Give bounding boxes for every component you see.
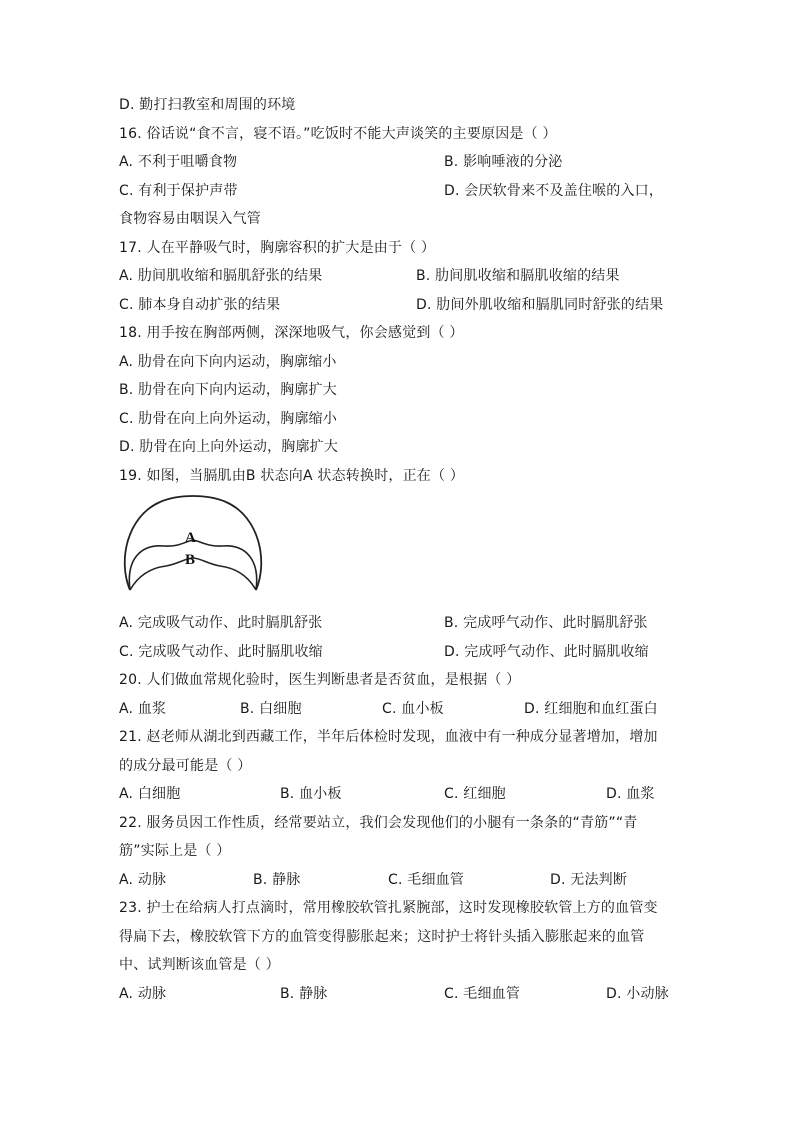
- q20-stem: 20. 人们做血常规化验时，医生判断患者是否贫血，是根据（ ）: [119, 672, 521, 688]
- q23-option-c: C. 毛细血管: [444, 986, 521, 1002]
- q19-stem: 19. 如图，当膈肌由B 状态向A 状态转换时，正在（ ）: [119, 468, 465, 484]
- q20-option-a: A. 血浆: [119, 701, 167, 717]
- q23-stem: 23. 护士在给病人打点滴时，常用橡胶软管扎紧腕部，这时发现橡胶软管上方的血管变: [119, 900, 658, 916]
- q22-option-b: B. 静脉: [253, 872, 301, 888]
- q19-option-b: B. 完成呼气动作、此时膈肌舒张: [444, 615, 648, 631]
- q19-option-c: C. 完成吸气动作、此时膈肌收缩: [119, 644, 323, 660]
- q21-stem-continued: 的成分最可能是（ ）: [119, 758, 252, 774]
- q17-stem: 17. 人在平静吸气时，胸廓容积的扩大是由于（ ）: [119, 240, 436, 256]
- q16-stem: 16. 俗话说“食不言，寝不语。”吃饭时不能大声谈笑的主要原因是（ ）: [119, 126, 557, 142]
- q20-option-d: D. 红细胞和血红蛋白: [524, 701, 658, 717]
- q17-option-c: C. 肺本身自动扩张的结果: [119, 297, 281, 313]
- label-a: A: [185, 530, 196, 546]
- q23-option-b: B. 静脉: [280, 986, 328, 1002]
- diaphragm-diagram: [118, 492, 268, 600]
- q20-option-b: B. 白细胞: [240, 701, 302, 717]
- q20-option-c: C. 血小板: [382, 701, 444, 717]
- q21-option-d: D. 血浆: [606, 786, 655, 802]
- q21-stem: 21. 赵老师从湖北到西藏工作，半年后体检时发现，血液中有一种成分显著增加，增加: [119, 729, 658, 745]
- q16-option-a: A. 不利于咀嚼食物: [119, 154, 238, 170]
- q16-option-d-continued: 食物容易由咽误入气管: [119, 211, 261, 227]
- q21-option-b: B. 血小板: [280, 786, 342, 802]
- q21-option-a: A. 白细胞: [119, 786, 181, 802]
- q17-option-b: B. 肋间肌收缩和膈肌收缩的结果: [416, 268, 620, 284]
- q23-stem-continued-2: 中、试判断该血管是（ ）: [119, 957, 280, 973]
- q16-option-b: B. 影响唾液的分泌: [444, 154, 563, 170]
- q15-option-d: D. 勤打扫教室和周围的环境: [119, 97, 296, 113]
- q22-option-c: C. 毛细血管: [388, 872, 465, 888]
- q17-option-a: A. 肋间肌收缩和膈肌舒张的结果: [119, 268, 323, 284]
- q19-option-a: A. 完成吸气动作、此时膈肌舒张: [119, 615, 323, 631]
- label-b: B: [185, 552, 196, 568]
- q16-option-d: D. 会厌软骨来不及盖住喉的入口，: [444, 183, 664, 199]
- q18-option-a: A. 肋骨在向下向内运动，胸廓缩小: [119, 354, 337, 370]
- q18-option-c: C. 肋骨在向上向外运动，胸廓缩小: [119, 411, 338, 427]
- q21-option-c: C. 红细胞: [444, 786, 506, 802]
- q22-option-d: D. 无法判断: [550, 872, 628, 888]
- q18-stem: 18. 用手按在胸部两侧，深深地吸气，你会感觉到（ ）: [119, 325, 464, 341]
- q22-stem-continued: 筋”实际上是（ ）: [119, 843, 231, 859]
- q18-option-b: B. 肋骨在向下向内运动，胸廓扩大: [119, 382, 337, 398]
- q19-option-d: D. 完成呼气动作、此时膈肌收缩: [444, 644, 649, 660]
- q18-option-d: D. 肋骨在向上向外运动，胸廓扩大: [119, 439, 339, 455]
- q17-option-d: D. 肋间外肌收缩和膈肌同时舒张的结果: [416, 297, 664, 313]
- q23-option-d: D. 小动脉: [606, 986, 669, 1002]
- q22-stem: 22. 服务员因工作性质，经常要站立，我们会发现他们的小腿有一条条的“青筋”“青: [119, 815, 638, 831]
- q23-stem-continued-1: 得扁下去，橡胶软管下方的血管变得膨胀起来；这时护士将针头插入膨胀起来的血管: [119, 929, 645, 945]
- q16-option-c: C. 有利于保护声带: [119, 183, 238, 199]
- q22-option-a: A. 动脉: [119, 872, 167, 888]
- q23-option-a: A. 动脉: [119, 986, 167, 1002]
